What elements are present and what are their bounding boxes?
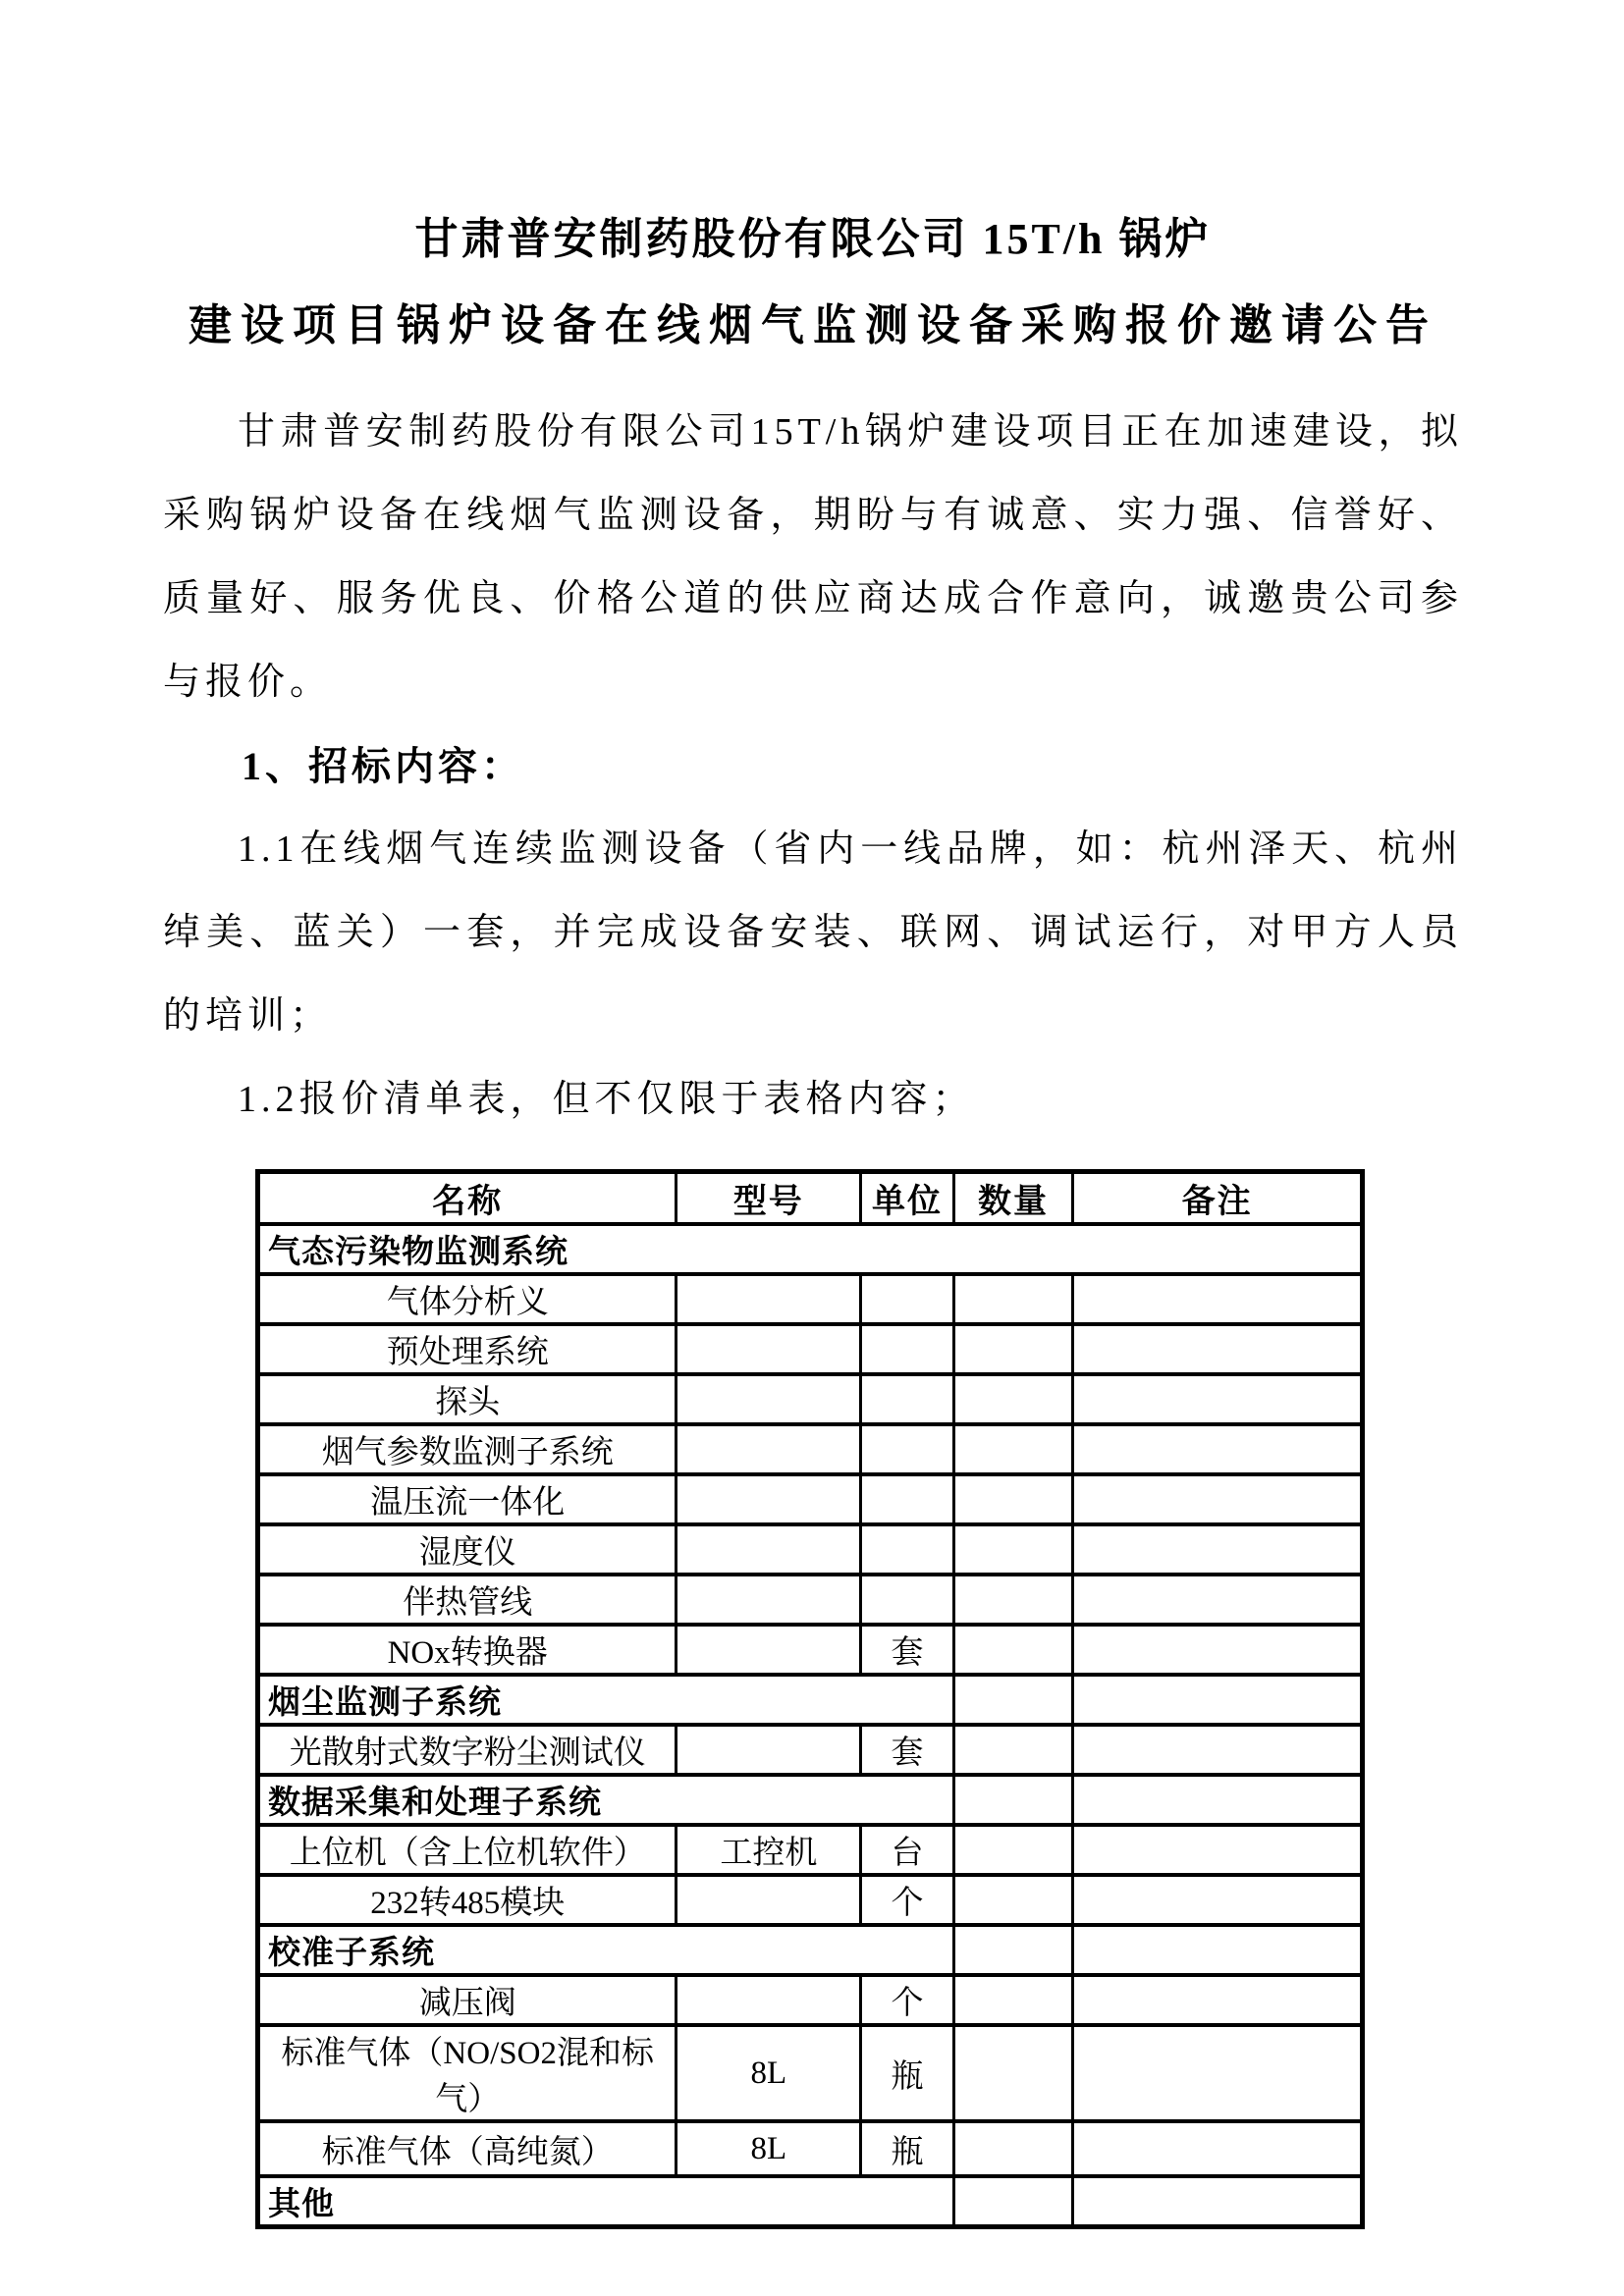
item-1-2-paragraph: 1.2报价清单表，但不仅限于表格内容； — [238, 1079, 975, 1120]
cell-unit — [861, 1524, 954, 1575]
cell-note — [1073, 2121, 1363, 2176]
cell-name: 伴热管线 — [258, 1575, 677, 1625]
cell-model — [677, 1324, 861, 1374]
cell-note — [1073, 1675, 1363, 1725]
cell-name: 上位机（含上位机软件） — [258, 1825, 677, 1875]
cell-name: 探头 — [258, 1374, 677, 1424]
table-section-row — [258, 1675, 1363, 1725]
cell-note — [1073, 1474, 1363, 1524]
cell-note — [1073, 2176, 1363, 2227]
cell-name: 减压阀 — [258, 1975, 677, 2025]
cell-qty — [953, 2121, 1073, 2176]
table-row — [258, 2025, 1363, 2121]
cell-note — [1073, 1625, 1363, 1675]
header-qty: 数量 — [953, 1172, 1073, 1225]
table-row — [258, 1374, 1363, 1424]
table-section-row — [258, 1925, 1363, 1975]
cell-note — [1073, 1324, 1363, 1374]
header-unit: 单位 — [861, 1172, 954, 1225]
cell-qty — [953, 1324, 1073, 1374]
cell-model — [677, 1524, 861, 1575]
cell-model — [677, 1575, 861, 1625]
cell-note — [1073, 1274, 1363, 1324]
document-title — [163, 196, 1463, 369]
cell-qty — [953, 1975, 1073, 2025]
table-row — [258, 1524, 1363, 1575]
table-row — [258, 1274, 1363, 1324]
cell-model: 工控机 — [677, 1825, 861, 1875]
cell-name: 温压流一体化 — [258, 1474, 677, 1524]
table-row — [258, 1825, 1363, 1875]
cell-model — [677, 1424, 861, 1474]
title-line-1: 甘肃普安制药股份有限公司 15T/h 锅炉 — [414, 215, 1212, 263]
cell-note — [1073, 1424, 1363, 1474]
cell-model — [677, 1725, 861, 1775]
table-row — [258, 1875, 1363, 1925]
cell-section-name: 数据采集和处理子系统 — [258, 1775, 954, 1825]
cell-note — [1073, 1725, 1363, 1775]
cell-model — [677, 1374, 861, 1424]
table-section-row — [258, 1775, 1363, 1825]
cell-name: NOx转换器 — [258, 1625, 677, 1675]
cell-note — [1073, 1374, 1363, 1424]
intro-paragraph: 甘肃普安制药股份有限公司15T/h锅炉建设项目正在加速建设，拟采购锅炉设备在线烟气监测设备，期盼与有诚意、实力强、信誉好、质量好、服务优良、价格公道的供应商达成合作意向，诚邀贵公司参与报价。 — [163, 411, 1463, 703]
cell-name: 232转485模块 — [258, 1875, 677, 1925]
cell-qty — [953, 1875, 1073, 1925]
cell-note — [1073, 2025, 1363, 2121]
cell-qty — [953, 1775, 1073, 1825]
cell-unit — [861, 1424, 954, 1474]
cell-qty — [953, 1575, 1073, 1625]
cell-section-name: 校准子系统 — [258, 1925, 954, 1975]
cell-qty — [953, 2176, 1073, 2227]
table-section-row — [258, 1224, 1363, 1274]
cell-qty — [953, 1424, 1073, 1474]
table-row — [258, 1575, 1363, 1625]
cell-qty — [953, 1725, 1073, 1775]
table-header-row — [258, 1172, 1363, 1225]
cell-model — [677, 1625, 861, 1675]
cell-name: 气体分析义 — [258, 1274, 677, 1324]
cell-section-name: 气态污染物监测系统 — [258, 1224, 1363, 1274]
section-1-heading: 1、招标内容： — [242, 744, 524, 788]
cell-qty — [953, 1374, 1073, 1424]
cell-qty — [953, 1825, 1073, 1875]
cell-name: 光散射式数字粉尘测试仪 — [258, 1725, 677, 1775]
cell-note — [1073, 1825, 1363, 1875]
header-note: 备注 — [1073, 1172, 1363, 1225]
cell-qty — [953, 1274, 1073, 1324]
cell-unit: 台 — [861, 1825, 954, 1875]
cell-model — [677, 1875, 861, 1925]
cell-note — [1073, 1925, 1363, 1975]
item-1-1-paragraph: 1.1在线烟气连续监测设备（省内一线品牌，如：杭州泽天、杭州绰美、蓝关）一套，并完成设备安装、联网、调试运行，对甲方人员的培训； — [163, 828, 1463, 1037]
quotation-table — [255, 1169, 1365, 2229]
cell-unit: 套 — [861, 1625, 954, 1675]
table-row — [258, 2121, 1363, 2176]
cell-section-name: 烟尘监测子系统 — [258, 1675, 954, 1725]
title-line-2: 建设项目锅炉设备在线烟气监测设备采购报价邀请公告 — [189, 301, 1437, 349]
cell-model — [677, 1474, 861, 1524]
cell-qty — [953, 2025, 1073, 2121]
cell-unit — [861, 1274, 954, 1324]
cell-note — [1073, 1575, 1363, 1625]
quotation-table-header — [258, 1172, 1363, 1225]
table-row — [258, 1975, 1363, 2025]
cell-unit: 瓶 — [861, 2121, 954, 2176]
cell-qty — [953, 1925, 1073, 1975]
cell-name: 烟气参数监测子系统 — [258, 1424, 677, 1474]
cell-qty — [953, 1625, 1073, 1675]
cell-unit — [861, 1324, 954, 1374]
cell-unit: 个 — [861, 1875, 954, 1925]
cell-model: 8L — [677, 2025, 861, 2121]
header-name: 名称 — [258, 1172, 677, 1225]
cell-name: 湿度仪 — [258, 1524, 677, 1575]
header-model: 型号 — [677, 1172, 861, 1225]
table-row — [258, 1725, 1363, 1775]
cell-name: 标准气体（NO/SO2混和标 气） — [258, 2025, 677, 2121]
cell-unit: 瓶 — [861, 2025, 954, 2121]
cell-qty — [953, 1474, 1073, 1524]
cell-unit: 套 — [861, 1725, 954, 1775]
quotation-table-body — [258, 1224, 1363, 2227]
table-row — [258, 1625, 1363, 1675]
cell-section-name: 其他 — [258, 2176, 954, 2227]
table-row — [258, 1474, 1363, 1524]
table-row — [258, 1324, 1363, 1374]
cell-unit: 个 — [861, 1975, 954, 2025]
table-section-row — [258, 2176, 1363, 2227]
cell-name: 标准气体（高纯氮） — [258, 2121, 677, 2176]
cell-unit — [861, 1575, 954, 1625]
document-body — [163, 391, 1463, 1142]
cell-model: 8L — [677, 2121, 861, 2176]
cell-name: 预处理系统 — [258, 1324, 677, 1374]
cell-model — [677, 1975, 861, 2025]
cell-note — [1073, 1975, 1363, 2025]
cell-model — [677, 1274, 861, 1324]
cell-note — [1073, 1875, 1363, 1925]
cell-unit — [861, 1474, 954, 1524]
cell-note — [1073, 1524, 1363, 1575]
cell-qty — [953, 1524, 1073, 1575]
cell-unit — [861, 1374, 954, 1424]
table-row — [258, 1424, 1363, 1474]
cell-note — [1073, 1775, 1363, 1825]
cell-qty — [953, 1675, 1073, 1725]
